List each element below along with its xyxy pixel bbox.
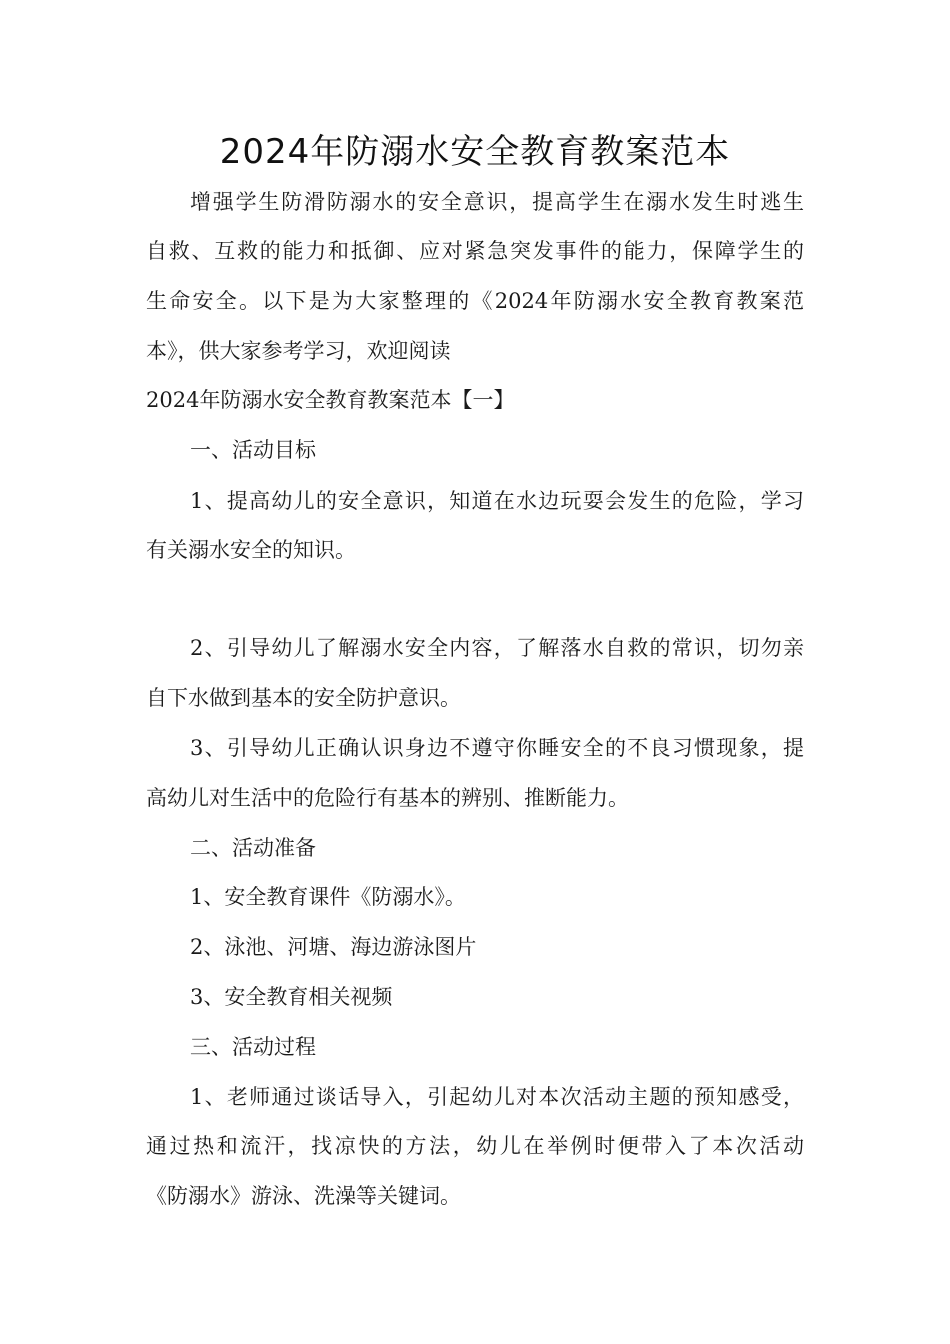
section-heading: 2024年防溺水安全教育教案范本【一】: [146, 388, 515, 412]
part2-item1: 1、安全教育课件《防溺水》。: [190, 885, 466, 909]
intro-line-3: 生命安全。以下是为大家整理的《2024年防溺水安全教育教案范: [146, 289, 804, 313]
part3-item1-line2: 通过热和流汗，找凉快的方法，幼儿在举例时便带入了本次活动: [146, 1134, 804, 1158]
part1-item1-line1: 1、提高幼儿的安全意识，知道在水边玩耍会发生的危险，学习: [190, 489, 804, 513]
part1-item1-line2: 有关溺水安全的知识。: [146, 538, 356, 562]
part1-item3-line1: 3、引导幼儿正确认识身边不遵守你睡安全的不良习惯现象，提: [190, 736, 804, 760]
part3-item1-line1: 1、老师通过谈话导入，引起幼儿对本次活动主题的预知感受，: [190, 1085, 804, 1109]
document-title: 2024年防溺水安全教育教案范本: [219, 132, 731, 172]
part2-item3: 3、安全教育相关视频: [190, 985, 393, 1009]
part2-heading: 二、活动准备: [190, 836, 316, 860]
part3-item1-line3: 《防溺水》游泳、洗澡等关键词。: [146, 1184, 461, 1208]
intro-line-2: 自救、互救的能力和抵御、应对紧急突发事件的能力，保障学生的: [146, 239, 804, 263]
part1-item3-line2: 高幼儿对生活中的危险行有基本的辨别、推断能力。: [146, 786, 629, 810]
part3-heading: 三、活动过程: [190, 1035, 316, 1059]
part1-item2-line2: 自下水做到基本的安全防护意识。: [146, 686, 461, 710]
part2-item2: 2、泳池、河塘、海边游泳图片: [190, 935, 477, 959]
part1-item2-line1: 2、引导幼儿了解溺水安全内容，了解落水自救的常识，切勿亲: [190, 636, 804, 660]
intro-line-1: 增强学生防滑防溺水的安全意识，提高学生在溺水发生时逃生: [190, 190, 804, 214]
part1-heading: 一、活动目标: [190, 438, 316, 462]
intro-line-4: 本》，供大家参考学习，欢迎阅读: [146, 339, 451, 363]
